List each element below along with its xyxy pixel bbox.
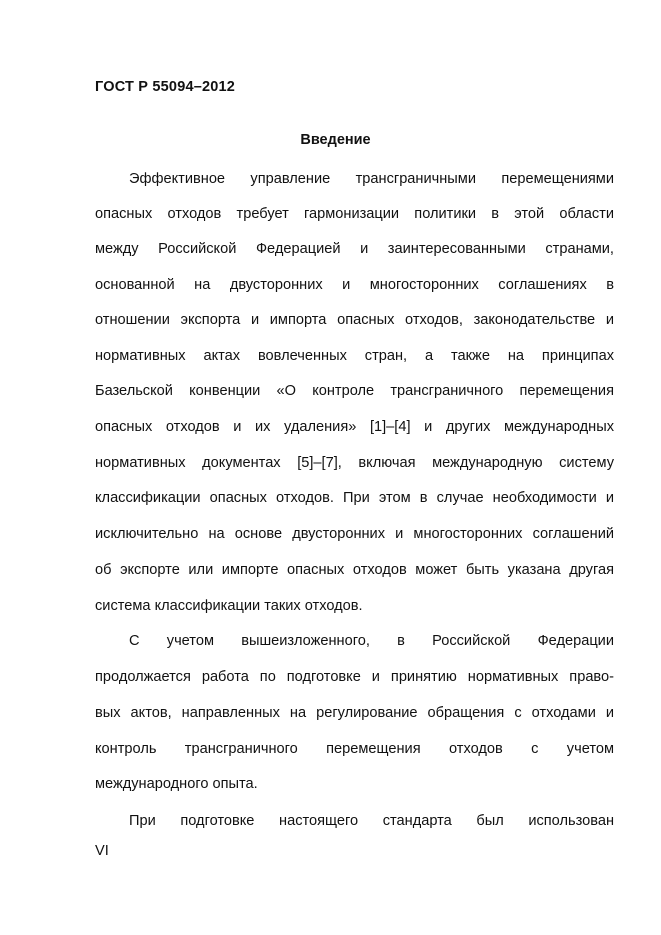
text-line: Базельской конвенции «О контроле трансграничного перемещения <box>95 383 614 399</box>
text-line: отношении экспорта и импорта опасных отходов, законодательстве и <box>95 312 614 328</box>
text-line: опасных отходов требует гармонизации политики в этой области <box>95 206 614 222</box>
text-line: вых актов, направленных на регулирование обращения с отходами и <box>95 705 614 721</box>
text-line: система классификации таких отходов. <box>95 598 363 614</box>
section-title: Введение <box>300 132 371 148</box>
text-line: опасных отходов и их удаления» [1]–[4] и других международных <box>95 419 614 435</box>
text-line: основанной на двусторонних и многосторонних соглашениях в <box>95 277 614 293</box>
text-line: нормативных актах вовлеченных стран, а также на принципах <box>95 348 614 364</box>
text-line: продолжается работа по подготовке и принятию нормативных право- <box>95 669 614 685</box>
text-line: контроль трансграничного перемещения отходов с учетом <box>95 741 614 757</box>
text-line: При подготовке настоящего стандарта был использован <box>129 813 614 829</box>
document-code: ГОСТ Р 55094–2012 <box>95 79 236 95</box>
page-number: VI <box>95 843 109 859</box>
text-line: об экспорте или импорте опасных отходов может быть указана другая <box>95 562 614 578</box>
text-line: Эффективное управление трансграничными перемещениями <box>129 171 614 187</box>
text-line: нормативных документах [5]–[7], включая международную систему <box>95 455 614 471</box>
text-line: С учетом вышеизложенного, в Российской Федерации <box>129 633 614 649</box>
text-line: классификации опасных отходов. При этом в случае необходимости и <box>95 490 614 506</box>
text-line: между Российской Федерацией и заинтересованными странами, <box>95 241 614 257</box>
text-line: исключительно на основе двусторонних и многосторонних соглашений <box>95 526 614 542</box>
text-line: международного опыта. <box>95 776 258 792</box>
